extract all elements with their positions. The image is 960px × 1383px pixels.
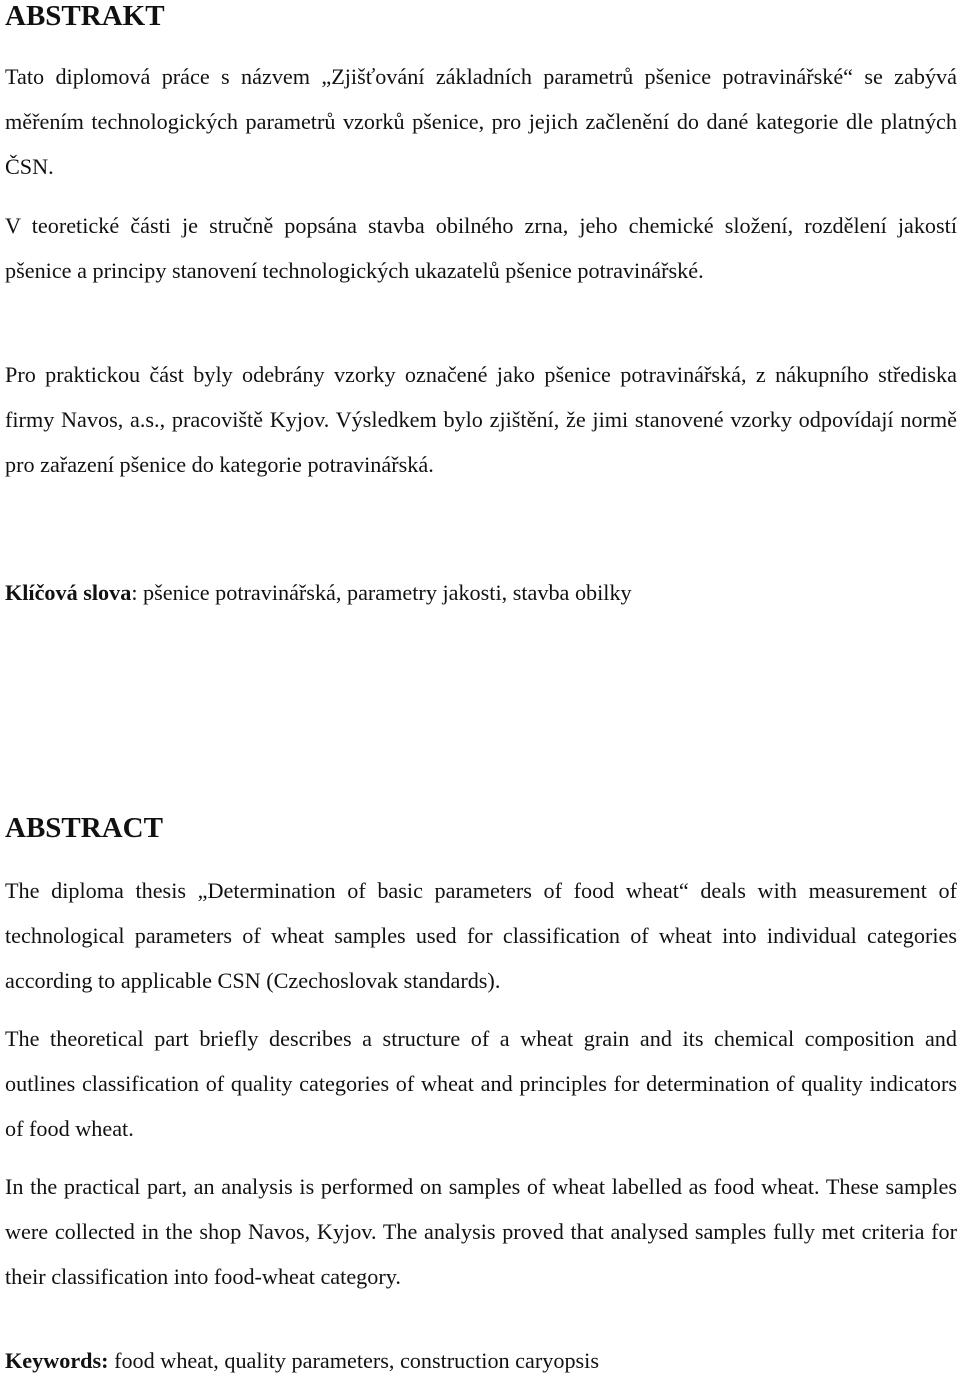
abstrakt-heading: ABSTRAKT	[5, 0, 165, 32]
abstract-paragraph-2: The theoretical part briefly describes a structure of a wheat grain and its chemical composition and outlines classification of quality categories of wheat and principles for determination of quality indicators of food wheat.	[5, 1026, 957, 1141]
abstrakt-keywords	[5, 570, 957, 615]
abstract-keywords-text: food wheat, quality parameters, construction caryopsis	[108, 1348, 599, 1373]
abstrakt-keywords-label: Klíčová slova	[5, 580, 132, 605]
abstract-keywords	[5, 1338, 957, 1383]
abstract-paragraph-1: The diploma thesis „Determination of basic parameters of food wheat“ deals with measurement of technological parameters of wheat samples used for classification of wheat into individual categories according to applicable CSN (Czechoslovak standards).	[5, 878, 957, 993]
abstrakt-paragraph-3: Pro praktickou část byly odebrány vzorky označené jako pšenice potravinářská, z nákupního střediska firmy Navos, a.s., pracoviště Kyjov. Výsledkem bylo zjištění, že jimi stanovené vzorky odpovídají normě pro zařazení pšenice do kategorie potravinářská.	[5, 362, 957, 477]
abstract-paragraph-3: In the practical part, an analysis is performed on samples of wheat labelled as food wheat. These samples were collected in the shop Navos, Kyjov. The analysis proved that analysed samples fully met criteria for their classification into food-wheat category.	[5, 1174, 957, 1289]
abstract-keywords-label: Keywords:	[5, 1348, 109, 1373]
abstrakt-paragraph-1: Tato diplomová práce s názvem „Zjišťování základních parametrů pšenice potravinářské“ se zabývá měřením technologických parametrů vzorků pšenice, pro jejich začlenění do dané kategorie dle platných ČSN.	[5, 64, 957, 179]
abstrakt-keywords-text: : pšenice potravinářská, parametry jakosti, stavba obilky	[131, 580, 632, 605]
abstract-heading: ABSTRACT	[5, 812, 163, 844]
abstrakt-paragraph-2: V teoretické části je stručně popsána stavba obilného zrna, jeho chemické složení, rozdělení jakostí pšenice a principy stanovení technologických ukazatelů pšenice potravinářské.	[5, 213, 957, 283]
